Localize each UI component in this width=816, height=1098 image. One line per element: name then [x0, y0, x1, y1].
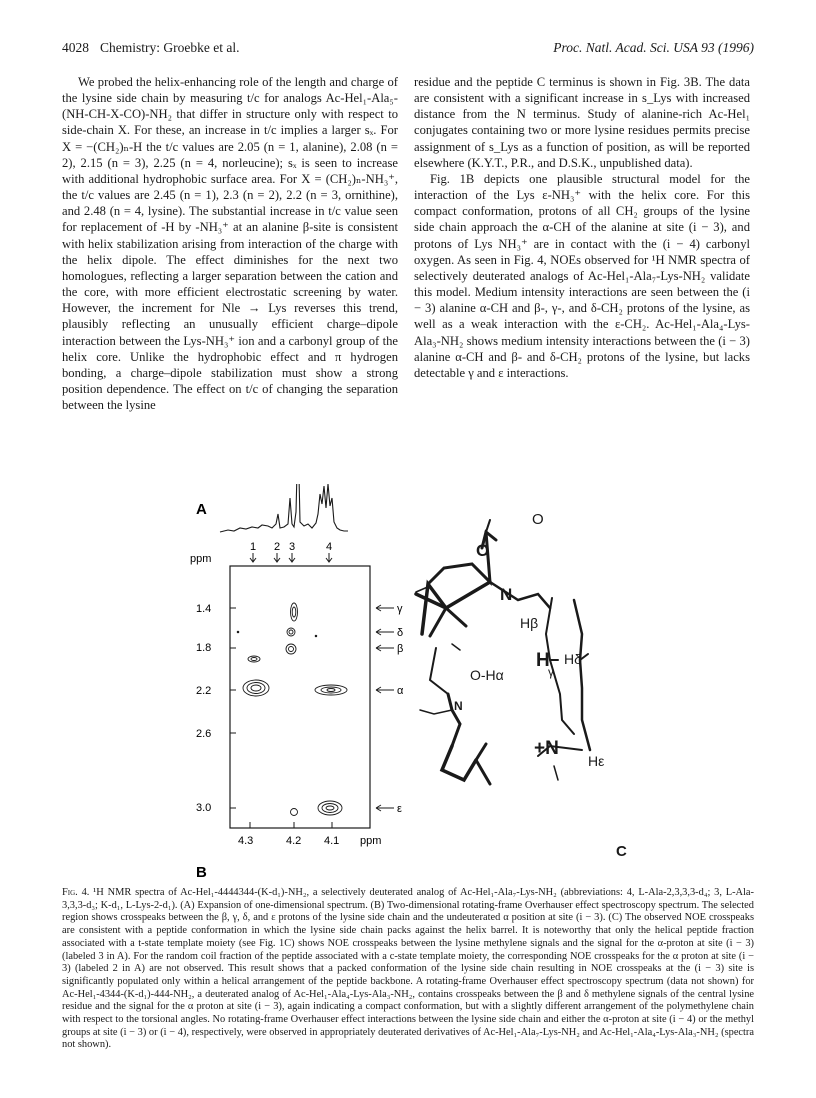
y-axis-unit: ppm [190, 553, 212, 565]
peak-label-1: 1 [250, 541, 257, 553]
crosspeaks [237, 603, 347, 816]
roesy-frame [230, 566, 370, 828]
x-axis-unit: ppm [360, 835, 382, 847]
paragraph: residue and the peptide C terminus is shown in Fig. 3B. The data are consistent with a significant increase in s_Lys with increased distance from the N terminus. Study of alanine-rich Ac-Hel₁ conjugates containing two or more lysine residues permits precise assignment of s_Lys as a function of position, as will be reported elsewhere (K.Y.T., P.R., and D.S.K., unpublished data). [414, 75, 750, 170]
oxygen-label: O [532, 511, 544, 528]
page-number: 4028 [62, 40, 89, 55]
oh-alpha-label: O-Hα [470, 667, 504, 683]
left-column [62, 74, 398, 413]
h-epsilon-label: Hε [588, 753, 605, 769]
h-gamma-label: H [536, 650, 550, 671]
oxygen-label: O [476, 541, 490, 560]
h-gamma-subscript: γ [548, 665, 554, 679]
epsilon-label: ε [397, 803, 402, 815]
figure-4 [190, 484, 710, 884]
running-header [62, 40, 754, 62]
right-column [414, 74, 750, 381]
nitrogen-label: N [454, 699, 463, 713]
panel-a-label: A [196, 501, 207, 518]
alpha-label: α [397, 685, 404, 697]
y-tick: 3.0 [196, 802, 212, 814]
y-tick: 1.4 [196, 603, 212, 615]
y-tick: 2.2 [196, 685, 212, 697]
x-tick: 4.1 [324, 835, 340, 847]
x-axis-ticks [238, 822, 381, 847]
caption-lead: Fig. 4. [62, 887, 90, 898]
paragraph: Fig. 1B depicts one plausible structural model for the interaction of the Lys ε-NH₃⁺ with the helix core. For this compact conformation, protons of all CH₂ groups of the lysine side chain approach the α-CH of the alanine at site (i − 3), and protons of Lys NH₃⁺ are in contact with the (i − 4) carbonyl oxygen. As seen in Fig. 4, NOEs observed for ¹H NMR spectra of selectively deuterated analogs of Ac-Hel₁-Ala₇-Lys-NH₂ validate this model. Medium intensity interactions are seen between the (i − 3) alanine α-CH and β-, γ-, and δ-CH₂ protons of the lysine, as well as a weak interaction with the ε-CH₂. Ac-Hel₁-Ala₄-Lys-Ala₃-NH₂ shows medium intensity interactions between the (i − 3) alanine α-CH and β- and δ-CH₂ protons of the lysine, but lacks detectable γ and ε interactions. [414, 171, 750, 380]
x-tick: 4.3 [238, 835, 254, 847]
nitrogen-label: N [500, 585, 513, 604]
peak-label-3: 3 [289, 541, 296, 553]
peak-label-4: 4 [326, 541, 333, 553]
panel-c-label: C [616, 843, 627, 860]
y-tick: 2.6 [196, 728, 212, 740]
figure-graphic [190, 484, 710, 884]
gamma-label: γ [397, 603, 403, 615]
one-d-spectrum-trace [220, 484, 348, 532]
h-delta-label: Hδ [564, 651, 582, 667]
peak-markers [250, 541, 332, 562]
proton-side-labels [376, 603, 404, 815]
journal-citation: Proc. Natl. Acad. Sci. USA 93 (1996) [553, 40, 754, 55]
ammonium-label: +N [534, 738, 559, 759]
y-tick: 1.8 [196, 642, 212, 654]
caption-text: ¹H NMR spectra of Ac-Hel₁-4444344-(K-d₁)-NH₂, a selectively deuterated analog of Ac-Hel₁-Ala₇-Lys-NH₂ (abbreviations: 4, L-Ala-2,3,3,3-d₄; 3, L-Ala-3,3,3-d₃; K-d₁, L-Lys-2-d₁). (A) Expansion of one-dimensional spectrum. (B) Two-dimensional rotating-frame Overhauser effect spectroscopy spectrum. The selected region shows crosspeaks between the β, γ, δ, and ε protons of the lysine side chain and the undeuterated α position at site (i − 3). (C) The observed NOE crosspeaks are consistent with a peptide conformation in which the lysine side chain packs against the helix barrel. It is noteworthy that only the helical peptide fraction associated with a t-state template moiety (see Fig. 1C) shows NOE crosspeaks between the lysine methylene signals and the signal for the α-proton at site (i − 3) (labeled 3 in A). For the random coil fraction of the peptide associated with a c-state template moiety, the corresponding NOE crosspeaks for the α proton at site (i − 3) (labeled 2 in A) are not observed. This result shows that a packed conformation of the lysine side chain resulting in NOE crosspeaks at the (i − 3) site is significantly populated only within a helical arrangement of the peptide backbone. A rotating-frame Overhauser effect spectroscopy spectrum (data not shown) for Ac-Hel₁-4344-(K-d₁)-444-NH₂, a deuterated analog of Ac-Hel₁-Ala₄-Lys-Ala₃-NH₂, contains crosspeaks between the β and δ methylene signals of the central lysine residue and the signal for the α proton at site (i − 3), again indicating a compact conformation, but with a slightly different arrangement of the polymethylene chain with respect to the torsional angles. No rotating-frame Overhauser effect interactions between the lysine side chain and either the α-proton at site (i − 4) or the methyl groups at site (i − 3) or (i − 4), respectively, were observed in appropriately deuterated derivatives of Ac-Hel₁-Ala₇-Lys-NH₂ and Ac-Hel₁-Ala₄-Lys-Ala₃-NH₂ (spectra not shown). [62, 887, 754, 1051]
x-tick: 4.2 [286, 835, 302, 847]
structure-atom-labels [454, 511, 627, 860]
figure-caption [62, 887, 754, 1052]
delta-label: δ [397, 627, 404, 639]
beta-label: β [397, 643, 404, 655]
panel-b-label: B [196, 864, 207, 881]
h-beta-label: Hβ [520, 615, 539, 631]
running-title: Chemistry: Groebke et al. [100, 40, 240, 55]
paragraph: We probed the helix-enhancing role of the length and charge of the lysine side chain by measuring t/c for analogs Ac-Hel₁-Ala₅-(NH-CH-X-CO)-NH₂ that differ in structure only with respect to side-chain X. For these, an increase in t/c implies a larger sₓ. For X = −(CH₂)ₙ-H the t/c values are 2.05 (n = 1, alanine), 2.08 (n = 2), 2.15 (n = 3), 2.25 (n = 4, norleucine); sₓ is seen to increase with additional hydrophobic surface area. For X = (CH₂)ₙ-NH₃⁺, the t/c values are 2.45 (n = 1), 2.3 (n = 2), 2.2 (n = 3, ornithine), and 2.48 (n = 4, lysine). The substantial increase in t/c value seen for replacement of -H by -NH₃⁺ at an alanine β-site is consistent with helix stabilization arising from interaction of the charge with the helix dipole. The effect diminishes for the next two homologues, reflecting a larger separation between the cation and the core, with more efficient electrostatic screening by water. However, the increment for Nle → Lys reverses this trend, plausibly reflecting an unusually efficient charge–dipole interaction between the Lys-NH₃⁺ ion and a carbonyl group of the helix core. Unlike the hydrophobic effect and π hydrogen bonding, a charge–dipole stabilization must show a strong position dependence. The effect on t/c of changing the separation between the lysine [62, 75, 398, 413]
peak-label-2: 2 [274, 541, 281, 553]
